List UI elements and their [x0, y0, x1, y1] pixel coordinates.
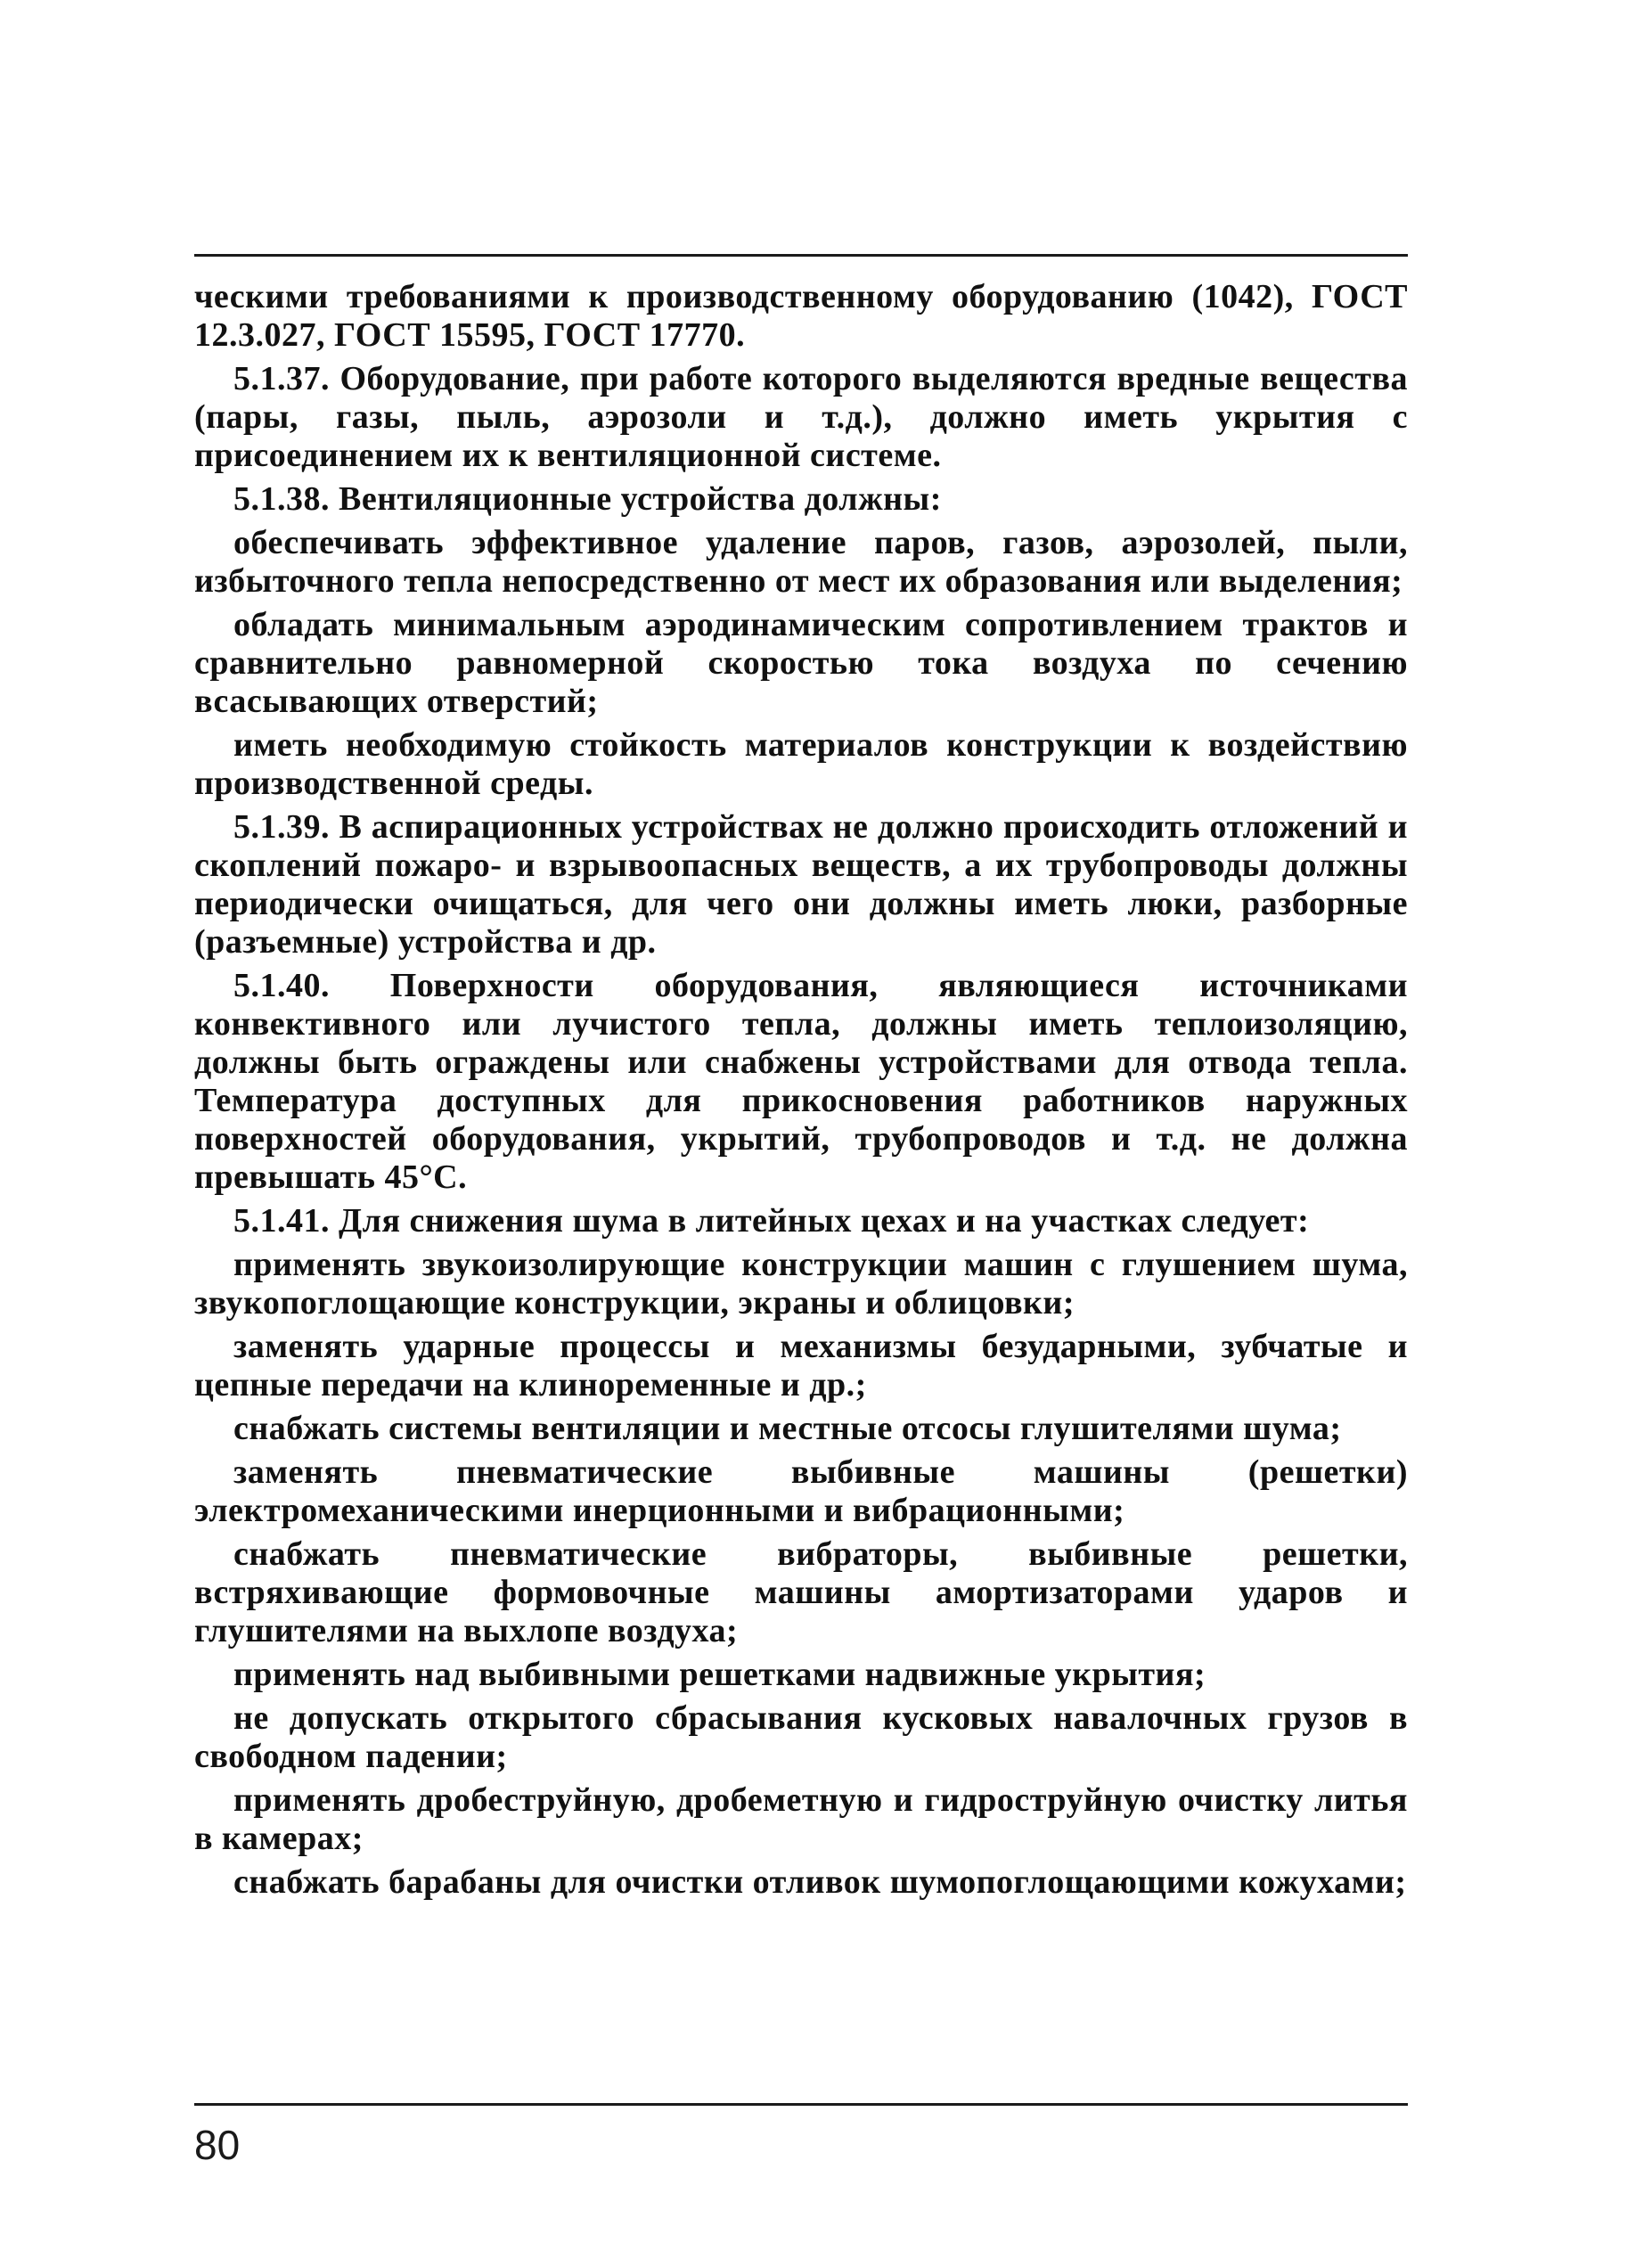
- list-item-noise-3: снабжать системы вентиляции и местные отсосы глушителями шума;: [233, 1410, 1342, 1447]
- document-body: [194, 278, 1408, 1907]
- paragraph-5-1-38: 5.1.38. Вентиляционные устройства должны:: [233, 480, 942, 518]
- list-item-noise-6: применять над выбивными решетками надвижные укрытия;: [233, 1656, 1206, 1693]
- list-item-ventilation-3: иметь необходимую стойкость материалов конструкции к воздействию производственной среды.: [194, 726, 1408, 802]
- list-item-ventilation-2: обладать минимальным аэродинамическим сопротивлением трактов и сравнительно равномерной скоростью тока воздуха по сечению всасывающих отверстий;: [194, 606, 1408, 720]
- top-rule: [194, 254, 1408, 257]
- page-number: 80: [194, 2122, 241, 2168]
- paragraph-5-1-39: 5.1.39. В аспирационных устройствах не должно происходить отложений и скоплений пожаро- и взрывоопасных веществ, а их трубопроводы должны периодически очищаться, для чего они должны иметь люки, разборные (разъемные) устройства и др.: [194, 808, 1408, 961]
- list-item-noise-4: заменять пневматические выбивные машины (решетки) электромеханическими инерционными и вибрационными;: [194, 1453, 1408, 1529]
- list-item-noise-5: снабжать пневматические вибраторы, выбивные решетки, встряхивающие формовочные машины амортизаторами ударов и глушителями на выхлопе воздуха;: [194, 1535, 1408, 1649]
- list-item-noise-7: не допускать открытого сбрасывания кусковых навалочных грузов в свободном падении;: [194, 1699, 1408, 1775]
- paragraph-continuation: ческими требованиями к производственному оборудованию (1042), ГОСТ 12.3.027, ГОСТ 15595, ГОСТ 17770.: [194, 278, 1408, 354]
- paragraph-5-1-41: 5.1.41. Для снижения шума в литейных цехах и на участках следует:: [233, 1202, 1310, 1240]
- list-item-ventilation-1: обеспечивать эффективное удаление паров, газов, аэрозолей, пыли, избыточного тепла непосредственно от мест их образования или выделения;: [194, 524, 1408, 600]
- list-item-noise-8: применять дробеструйную, дробеметную и гидроструйную очистку литья в камерах;: [194, 1781, 1408, 1857]
- list-item-noise-2: заменять ударные процессы и механизмы безударными, зубчатые и цепные передачи на клиноременные и др.;: [194, 1328, 1408, 1404]
- bottom-rule: [194, 2103, 1408, 2106]
- list-item-noise-9: снабжать барабаны для очистки отливок шумопоглощающими кожухами;: [233, 1863, 1407, 1901]
- paragraph-5-1-40: 5.1.40. Поверхности оборудования, являющиеся источниками конвективного или лучистого тепла, должны иметь теплоизоляцию, должны быть ограждены или снабжены устройствами для отвода тепла. Температура доступных для прикосновения работников наружных поверхностей оборудования, укрытий, трубопроводов и т.д. не должна превышать 45°С.: [194, 967, 1408, 1196]
- list-item-noise-1: применять звукоизолирующие конструкции машин с глушением шума, звукопоглощающие конструкции, экраны и облицовки;: [194, 1246, 1408, 1322]
- paragraph-5-1-37: 5.1.37. Оборудование, при работе которого выделяются вредные вещества (пары, газы, пыль, аэрозоли и т.д.), должно иметь укрытия с присоединением их к вентиляционной системе.: [194, 360, 1408, 474]
